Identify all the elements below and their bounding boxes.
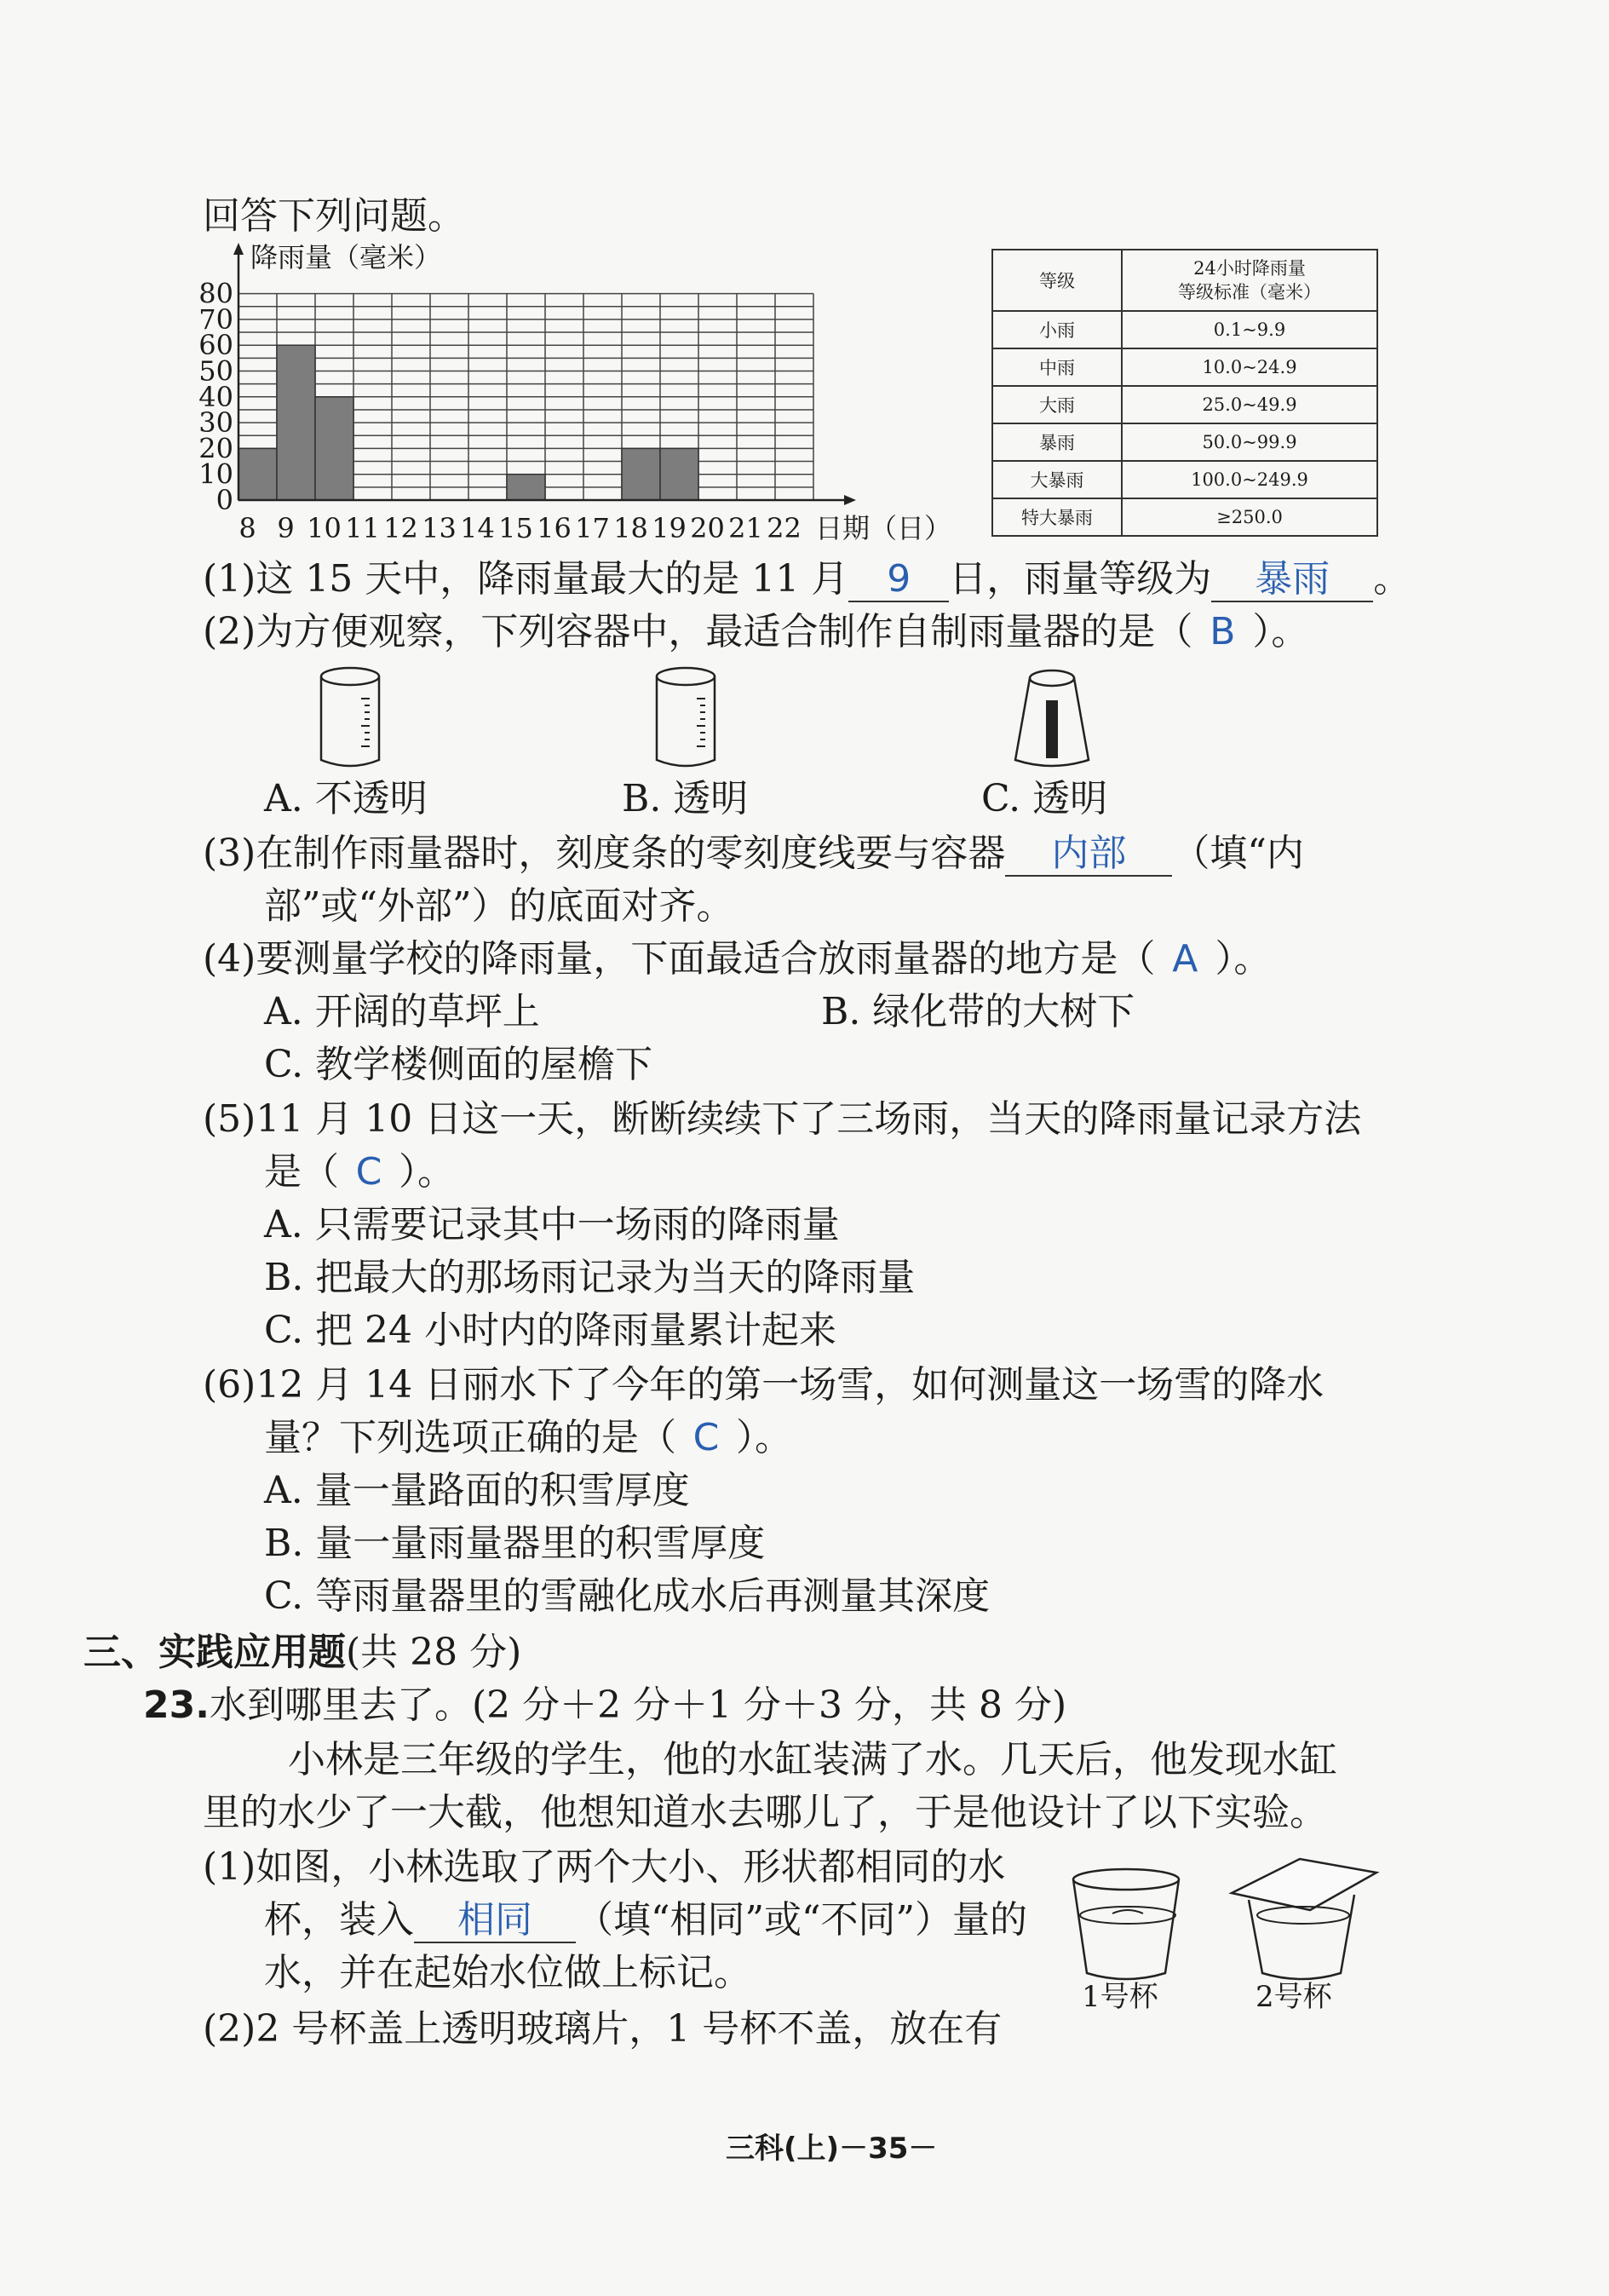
x-axis-arrow-icon xyxy=(844,495,856,505)
x-tick-label: 15 xyxy=(498,512,533,544)
question-5: (5)11 月 10 日这一天，断断续续下了三场雨，当天的降雨量记录方法 xyxy=(203,1097,1362,1141)
q4-option-b: B. 绿化带的大树下 xyxy=(821,990,1135,1033)
answer-4: A xyxy=(1172,937,1198,981)
question-6-cont: 量？下列选项正确的是（ C ）。 xyxy=(264,1414,792,1462)
y-tick-label: 70 xyxy=(198,302,233,336)
q6-option-c: C. 等雨量器里的雪融化成水后再测量其深度 xyxy=(264,1574,991,1618)
question-4: (4)要测量学校的降雨量，下面最适合放雨量器的地方是（ A ）。 xyxy=(203,935,1271,983)
q23-sub-1: (1)如图，小林选取了两个大小、形状都相同的水 xyxy=(203,1845,1006,1889)
rainfall-level-table xyxy=(991,249,1378,537)
q23-paragraph-1: 小林是三年级的学生，他的水缸装满了水。几天后，他发现水缸 xyxy=(288,1738,1337,1781)
table-row: 大雨 25.0~49.9 xyxy=(992,386,1377,423)
x-tick-label: 10 xyxy=(307,512,342,544)
answer-23-1: 相同 xyxy=(414,1899,576,1943)
q2-option-c: C. 透明 xyxy=(981,777,1108,820)
y-tick-label: 10 xyxy=(198,457,233,491)
y-tick-label: 60 xyxy=(198,329,233,362)
x-tick-label: 14 xyxy=(460,512,495,544)
container-b-transparent-icon xyxy=(647,665,724,775)
x-axis-title: 日期（日） xyxy=(815,512,952,544)
q2-option-b: B. 透明 xyxy=(622,777,749,820)
x-tick-label: 12 xyxy=(383,512,418,544)
answer-1-day: 9 xyxy=(848,558,949,602)
q5-option-a: A. 只需要记录其中一场雨的降雨量 xyxy=(264,1203,840,1246)
page-footer: 三科(上)－35－ xyxy=(726,2132,938,2166)
q4-option-c: C. 教学楼侧面的屋檐下 xyxy=(264,1043,653,1086)
x-tick-label: 20 xyxy=(690,512,725,544)
q23-paragraph-2: 里的水少了一大截，他想知道水去哪儿了，于是他设计了以下实验。 xyxy=(203,1791,1327,1834)
table-row: 特大暴雨 ≥250.0 xyxy=(992,498,1377,536)
q6-option-b: B. 量一量雨量器里的积雪厚度 xyxy=(264,1522,766,1565)
table-row: 中雨 10.0~24.9 xyxy=(992,348,1377,386)
bar-8 xyxy=(238,448,277,500)
q2-option-a: A. 不透明 xyxy=(264,777,428,820)
q23-sub-1-cont: 杯，装入 相同 （填“相同”或“不同”）量的 xyxy=(264,1898,1027,1942)
bar-10 xyxy=(315,397,353,500)
question-2: (2)为方便观察，下列容器中，最适合制作自制雨量器的是（ B ）。 xyxy=(203,608,1308,656)
table-row: 大暴雨 100.0~249.9 xyxy=(992,461,1377,498)
intro-text: 回答下列问题。 xyxy=(203,194,465,238)
q5-option-c: C. 把 24 小时内的降雨量累计起来 xyxy=(264,1309,837,1352)
table-row: 小雨 0.1~9.9 xyxy=(992,311,1377,348)
question-6: (6)12 月 14 日丽水下了今年的第一场雪，如何测量这一场雪的降水 xyxy=(203,1363,1325,1407)
question-23-title: 23.水到哪里去了。(2 分＋2 分＋1 分＋3 分，共 8 分) xyxy=(143,1683,1067,1727)
bar-19 xyxy=(660,448,698,500)
container-c-transparent-icon xyxy=(1005,665,1099,775)
question-3: (3)在制作雨量器时，刻度条的零刻度线要与容器 内部 （填“内 xyxy=(203,832,1304,875)
x-tick-label: 19 xyxy=(652,512,687,544)
answer-5: C xyxy=(355,1150,382,1194)
question-1: (1)这 15 天中，降雨量最大的是 11 月 9 日，雨量等级为 暴雨 。 xyxy=(203,557,1411,601)
table-header-level: 等级 xyxy=(992,250,1122,311)
cup-2-with-glass-icon xyxy=(1215,1854,1385,1982)
q23-sub-1-cont2: 水，并在起始水位做上标记。 xyxy=(264,1951,751,1994)
question-3-cont: 部”或“外部”）的底面对齐。 xyxy=(264,884,734,928)
x-tick-label: 22 xyxy=(767,512,802,544)
answer-2: B xyxy=(1210,610,1236,653)
table-row: 暴雨 50.0~99.9 xyxy=(992,423,1377,461)
cup-2-label: 2号杯 xyxy=(1256,1980,1332,2014)
q6-option-a: A. 量一量路面的积雪厚度 xyxy=(264,1469,690,1512)
x-tick-label: 17 xyxy=(575,512,610,544)
question-5-cont: 是（ C ）。 xyxy=(264,1148,455,1196)
cup-1-label: 1号杯 xyxy=(1082,1980,1158,2014)
answer-1-level: 暴雨 xyxy=(1211,558,1373,602)
x-tick-label: 18 xyxy=(613,512,648,544)
answer-6: C xyxy=(692,1416,720,1459)
container-a-opaque-icon xyxy=(312,665,388,775)
table-header-standard: 24小时降雨量 等级标准（毫米） xyxy=(1122,250,1377,311)
q23-sub-2: (2)2 号杯盖上透明玻璃片，1 号杯不盖，放在有 xyxy=(203,2007,1003,2051)
x-tick-label: 21 xyxy=(728,512,763,544)
bar-15 xyxy=(507,475,545,500)
q5-option-b: B. 把最大的那场雨记录为当天的降雨量 xyxy=(264,1256,916,1299)
answer-3: 内部 xyxy=(1005,832,1172,877)
x-tick-label: 8 xyxy=(238,512,256,544)
y-tick-label: 50 xyxy=(198,354,233,388)
y-axis-title: 降雨量（毫米） xyxy=(250,243,442,273)
x-tick-label: 9 xyxy=(277,512,295,544)
y-tick-label: 30 xyxy=(198,406,233,440)
y-tick-label: 0 xyxy=(215,484,233,516)
y-axis-arrow-icon xyxy=(233,243,244,255)
y-tick-label: 20 xyxy=(198,432,233,465)
section-3-heading: 三、实践应用题(共 28 分) xyxy=(83,1631,522,1674)
x-tick-label: 16 xyxy=(537,512,572,544)
bar-18 xyxy=(622,448,660,500)
q4-option-a: A. 开阔的草坪上 xyxy=(264,990,540,1033)
x-tick-label: 11 xyxy=(345,512,380,544)
y-tick-label: 80 xyxy=(198,277,233,310)
x-tick-label: 13 xyxy=(422,512,457,544)
y-tick-label: 40 xyxy=(198,380,233,413)
bar-9 xyxy=(277,345,315,500)
